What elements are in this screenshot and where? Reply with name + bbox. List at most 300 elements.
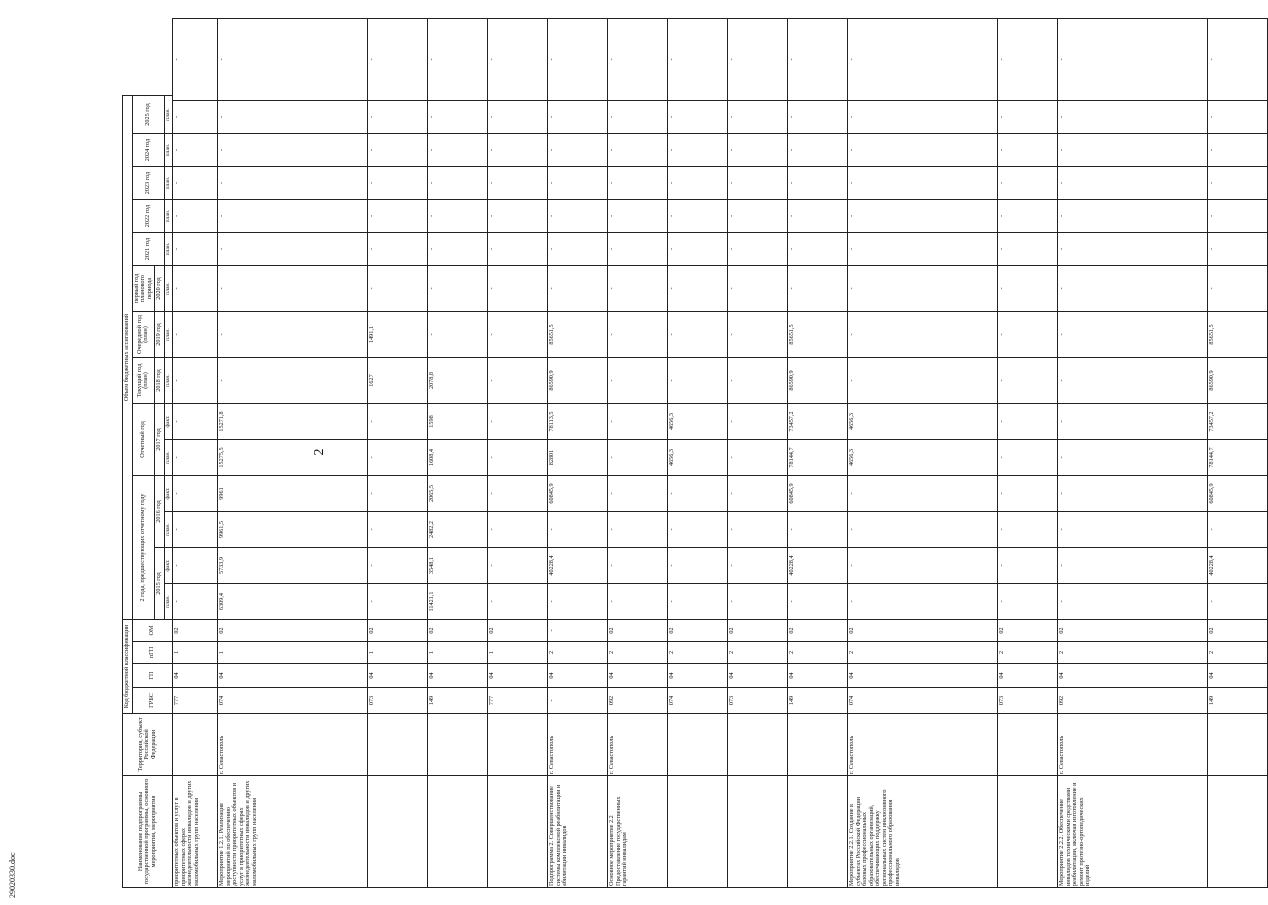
row-value-cell: - bbox=[428, 200, 488, 233]
row-value-cell: - bbox=[173, 548, 218, 584]
row-value-cell: - bbox=[1208, 134, 1268, 167]
header-2024: 2024 год bbox=[132, 134, 164, 167]
row-value-cell: - bbox=[668, 266, 728, 312]
row-value-cell: 86590,9 bbox=[1208, 358, 1268, 404]
row-value-cell: - bbox=[848, 358, 998, 404]
row-grbs-cell: 073 bbox=[728, 688, 788, 714]
row-pgp-cell: 1 bbox=[218, 642, 368, 664]
row-value-cell: 85651,5 bbox=[788, 312, 848, 358]
row-grbs-cell: 073 bbox=[998, 688, 1058, 714]
row-value-cell: - bbox=[488, 404, 548, 440]
row-gp-cell: 04 bbox=[173, 664, 218, 688]
row-grbs-cell: 777 bbox=[173, 688, 218, 714]
row-value-cell: 86590,9 bbox=[548, 358, 608, 404]
header-pgp: пГП bbox=[132, 642, 173, 664]
row-name-cell: Основное мероприятие 2.2 Предоставление государственных гарантий инвалидам bbox=[608, 776, 668, 888]
row-value-cell: - bbox=[173, 476, 218, 512]
row-value-cell: - bbox=[1058, 584, 1208, 620]
row-om-cell: 02 bbox=[218, 620, 368, 642]
row-value-cell: 82801 bbox=[548, 440, 608, 476]
row-value-cell: - bbox=[548, 584, 608, 620]
row-value-cell: - bbox=[608, 358, 668, 404]
row-gp-cell: 04 bbox=[788, 664, 848, 688]
header-plan: план. bbox=[164, 312, 173, 358]
row-gp-cell: 04 bbox=[548, 664, 608, 688]
row-grbs-cell: 074 bbox=[848, 688, 998, 714]
row-value-cell: - bbox=[173, 19, 218, 101]
row-value-cell: - bbox=[668, 134, 728, 167]
row-value-cell: 15275,5 bbox=[218, 440, 368, 476]
row-grbs-cell: 092 bbox=[608, 688, 668, 714]
row-value-cell: - bbox=[488, 200, 548, 233]
row-value-cell: - bbox=[848, 19, 998, 101]
row-value-cell: - bbox=[1058, 134, 1208, 167]
header-2021: 2021 год bbox=[132, 233, 164, 266]
row-value-cell: - bbox=[728, 312, 788, 358]
row-value-cell: - bbox=[548, 134, 608, 167]
row-gp-cell: 04 bbox=[848, 664, 998, 688]
row-gp-cell: 04 bbox=[668, 664, 728, 688]
row-value-cell: - bbox=[728, 19, 788, 101]
table-row bbox=[368, 19, 428, 888]
row-territory-cell bbox=[788, 714, 848, 776]
row-value-cell: - bbox=[998, 476, 1058, 512]
row-value-cell: - bbox=[368, 167, 428, 200]
row-value-cell: - bbox=[173, 101, 218, 134]
row-value-cell: - bbox=[998, 233, 1058, 266]
row-value-cell: - bbox=[788, 233, 848, 266]
header-plan: план. bbox=[164, 266, 173, 312]
header-plan: план. bbox=[164, 200, 173, 233]
row-value-cell: - bbox=[488, 440, 548, 476]
row-value-cell: - bbox=[998, 358, 1058, 404]
row-pgp-cell: 2 bbox=[788, 642, 848, 664]
row-value-cell: - bbox=[728, 200, 788, 233]
row-value-cell: - bbox=[218, 358, 368, 404]
row-value-cell: - bbox=[218, 134, 368, 167]
row-value-cell: - bbox=[368, 440, 428, 476]
row-value-cell: - bbox=[668, 101, 728, 134]
row-value-cell: - bbox=[548, 167, 608, 200]
row-value-cell: 4656,3 bbox=[848, 404, 998, 440]
row-value-cell: 5733,9 bbox=[218, 548, 368, 584]
row-value-cell: - bbox=[368, 584, 428, 620]
row-value-cell: - bbox=[428, 167, 488, 200]
row-value-cell: - bbox=[218, 266, 368, 312]
row-value-cell: - bbox=[848, 101, 998, 134]
row-value-cell: 4656,3 bbox=[848, 440, 998, 476]
row-grbs-cell: 074 bbox=[668, 688, 728, 714]
row-value-cell: - bbox=[608, 101, 668, 134]
row-name-cell bbox=[428, 776, 488, 888]
row-om-cell: 02 bbox=[788, 620, 848, 642]
row-value-cell: - bbox=[608, 266, 668, 312]
header-two-years: 2 года, предшествующих отчетному году bbox=[132, 476, 155, 620]
header-plan: план. bbox=[164, 134, 173, 167]
row-pgp-cell: 1 bbox=[173, 642, 218, 664]
row-value-cell: - bbox=[788, 134, 848, 167]
table-row bbox=[848, 19, 998, 888]
row-value-cell: 78113,5 bbox=[548, 404, 608, 440]
row-gp-cell: 04 bbox=[608, 664, 668, 688]
header-2023: 2023 год bbox=[132, 167, 164, 200]
row-value-cell: - bbox=[668, 200, 728, 233]
row-value-cell: - bbox=[728, 512, 788, 548]
row-grbs-cell: 777 bbox=[488, 688, 548, 714]
row-value-cell: - bbox=[668, 233, 728, 266]
header-report-year: Отчетный год bbox=[132, 404, 155, 476]
row-gp-cell: 04 bbox=[368, 664, 428, 688]
row-value-cell: - bbox=[998, 312, 1058, 358]
row-value-cell: - bbox=[1208, 233, 1268, 266]
row-name-cell bbox=[668, 776, 728, 888]
row-name-cell bbox=[368, 776, 428, 888]
row-value-cell: - bbox=[218, 167, 368, 200]
row-value-cell: 2065,5 bbox=[428, 476, 488, 512]
table-row bbox=[728, 19, 788, 888]
row-value-cell: - bbox=[368, 476, 428, 512]
row-value-cell: - bbox=[848, 512, 998, 548]
row-value-cell: - bbox=[848, 134, 998, 167]
row-value-cell: - bbox=[368, 548, 428, 584]
row-value-cell: - bbox=[788, 266, 848, 312]
header-plan: план. bbox=[164, 358, 173, 404]
row-value-cell: - bbox=[728, 233, 788, 266]
row-value-cell: - bbox=[548, 101, 608, 134]
row-value-cell: - bbox=[1058, 512, 1208, 548]
row-value-cell: - bbox=[848, 312, 998, 358]
header-2025: 2025 год bbox=[132, 95, 164, 133]
row-name-cell: приоритетных объектов и услуг в приоритетных сферах жизнедеятельности инвалидов и других маломобильных групп населения bbox=[173, 776, 218, 888]
row-gp-cell: 04 bbox=[1058, 664, 1208, 688]
row-gp-cell: 04 bbox=[218, 664, 368, 688]
row-value-cell: 40228,4 bbox=[1208, 548, 1268, 584]
row-value-cell: - bbox=[998, 404, 1058, 440]
row-om-cell: 02 bbox=[368, 620, 428, 642]
row-pgp-cell: 2 bbox=[728, 642, 788, 664]
row-value-cell: - bbox=[1058, 440, 1208, 476]
row-value-cell: - bbox=[488, 233, 548, 266]
table-row bbox=[998, 19, 1058, 888]
row-pgp-cell: 1 bbox=[368, 642, 428, 664]
header-grbs: ГРБС bbox=[132, 688, 173, 714]
row-value-cell: 9961 bbox=[218, 476, 368, 512]
row-pgp-cell: 2 bbox=[1058, 642, 1208, 664]
row-value-cell: - bbox=[1208, 101, 1268, 134]
row-value-cell: - bbox=[998, 19, 1058, 101]
row-value-cell: - bbox=[788, 584, 848, 620]
row-value-cell: - bbox=[728, 101, 788, 134]
row-value-cell: 1491,1 bbox=[368, 312, 428, 358]
row-territory-cell bbox=[173, 714, 218, 776]
row-value-cell: - bbox=[488, 358, 548, 404]
row-value-cell: - bbox=[368, 266, 428, 312]
header-first-plan-year: первый год планового периода bbox=[132, 266, 155, 312]
row-value-cell: 85651,5 bbox=[548, 312, 608, 358]
row-value-cell: - bbox=[608, 440, 668, 476]
row-value-cell: - bbox=[173, 266, 218, 312]
row-om-cell: 02 bbox=[173, 620, 218, 642]
row-value-cell: 85651,5 bbox=[1208, 312, 1268, 358]
header-territory: Территория, субъект Российской Федерации bbox=[123, 714, 173, 776]
row-value-cell: - bbox=[1058, 233, 1208, 266]
row-value-cell: - bbox=[173, 358, 218, 404]
row-value-cell: 9961,5 bbox=[218, 512, 368, 548]
row-grbs-cell: 074 bbox=[218, 688, 368, 714]
row-value-cell: - bbox=[368, 19, 428, 101]
row-om-cell: 02 bbox=[1208, 620, 1268, 642]
footer-filename: 29020330.doc bbox=[8, 852, 17, 898]
row-value-cell: - bbox=[728, 167, 788, 200]
row-territory-cell bbox=[998, 714, 1058, 776]
row-grbs-cell: 149 bbox=[1208, 688, 1268, 714]
row-value-cell: - bbox=[668, 312, 728, 358]
row-value-cell: - bbox=[668, 584, 728, 620]
table-row bbox=[788, 19, 848, 888]
header-gp: ГП bbox=[132, 664, 173, 688]
row-om-cell: 02 bbox=[488, 620, 548, 642]
row-value-cell: - bbox=[788, 200, 848, 233]
header-volume: Объем бюджетных ассигнований bbox=[123, 95, 133, 619]
row-value-cell: - bbox=[218, 101, 368, 134]
row-value-cell: - bbox=[608, 134, 668, 167]
row-name-cell bbox=[998, 776, 1058, 888]
row-value-cell: 73457,2 bbox=[788, 404, 848, 440]
row-value-cell: - bbox=[488, 548, 548, 584]
row-value-cell: - bbox=[488, 512, 548, 548]
row-value-cell: - bbox=[173, 167, 218, 200]
row-value-cell: - bbox=[848, 584, 998, 620]
table-row bbox=[1058, 19, 1208, 888]
row-value-cell: 2078,8 bbox=[428, 358, 488, 404]
row-value-cell: - bbox=[173, 312, 218, 358]
row-grbs-cell: 092 bbox=[1058, 688, 1208, 714]
header-plan: план. bbox=[164, 584, 173, 620]
row-value-cell: - bbox=[1208, 584, 1268, 620]
row-value-cell: - bbox=[848, 233, 998, 266]
row-value-cell: - bbox=[488, 19, 548, 101]
row-gp-cell: 04 bbox=[998, 664, 1058, 688]
row-value-cell: - bbox=[608, 312, 668, 358]
row-om-cell: 02 bbox=[728, 620, 788, 642]
row-value-cell: - bbox=[1058, 358, 1208, 404]
row-value-cell: - bbox=[848, 548, 998, 584]
row-value-cell: - bbox=[788, 101, 848, 134]
row-pgp-cell: 2 bbox=[848, 642, 998, 664]
row-value-cell: - bbox=[788, 167, 848, 200]
row-pgp-cell: 2 bbox=[548, 642, 608, 664]
row-value-cell: 2482,2 bbox=[428, 512, 488, 548]
row-value-cell: - bbox=[998, 167, 1058, 200]
row-name-cell: Мероприятие 1.2.1. Реализация мероприятий по обеспечению доступности приоритетных объектов и услуг в приоритетных сферах жизнедеятельности инвалидов и других маломобильных групп населения bbox=[218, 776, 368, 888]
row-value-cell: - bbox=[728, 358, 788, 404]
row-value-cell: - bbox=[548, 266, 608, 312]
header-fact: факт. bbox=[164, 404, 173, 440]
header-plan: план. bbox=[164, 440, 173, 476]
row-value-cell: - bbox=[218, 233, 368, 266]
row-value-cell: - bbox=[488, 476, 548, 512]
row-gp-cell: 04 bbox=[488, 664, 548, 688]
row-value-cell: - bbox=[173, 440, 218, 476]
row-om-cell: 02 bbox=[668, 620, 728, 642]
row-value-cell: - bbox=[728, 440, 788, 476]
header-next-year: Очередной год (план) bbox=[132, 312, 155, 358]
row-value-cell: - bbox=[998, 584, 1058, 620]
row-value-cell: - bbox=[668, 358, 728, 404]
row-value-cell: - bbox=[218, 312, 368, 358]
row-value-cell: - bbox=[608, 167, 668, 200]
row-value-cell: 1608,4 bbox=[428, 440, 488, 476]
header-2016: 2016 год bbox=[155, 476, 165, 548]
row-om-cell: 02 bbox=[428, 620, 488, 642]
row-value-cell: - bbox=[1208, 167, 1268, 200]
row-value-cell: 15271,8 bbox=[218, 404, 368, 440]
table-row bbox=[218, 19, 368, 888]
header-fact: факт. bbox=[164, 548, 173, 584]
row-value-cell: - bbox=[608, 548, 668, 584]
row-value-cell: - bbox=[608, 200, 668, 233]
row-value-cell: - bbox=[173, 512, 218, 548]
row-value-cell: - bbox=[488, 312, 548, 358]
row-value-cell: - bbox=[728, 548, 788, 584]
row-om-cell: 02 bbox=[1058, 620, 1208, 642]
row-value-cell: 78144,7 bbox=[1208, 440, 1268, 476]
header-fact: факт. bbox=[164, 476, 173, 512]
row-value-cell: - bbox=[998, 266, 1058, 312]
row-territory-cell bbox=[728, 714, 788, 776]
table-row bbox=[608, 19, 668, 888]
row-value-cell: - bbox=[668, 167, 728, 200]
row-value-cell: - bbox=[1208, 19, 1268, 101]
row-value-cell: - bbox=[608, 512, 668, 548]
row-value-cell: - bbox=[1208, 512, 1268, 548]
row-value-cell: 40228,4 bbox=[548, 548, 608, 584]
row-territory-cell: г. Севастополь bbox=[548, 714, 608, 776]
row-pgp-cell: 1 bbox=[488, 642, 548, 664]
row-value-cell: - bbox=[848, 167, 998, 200]
row-value-cell: - bbox=[728, 476, 788, 512]
row-name-cell bbox=[1208, 776, 1268, 888]
row-value-cell: - bbox=[728, 266, 788, 312]
row-value-cell: - bbox=[173, 404, 218, 440]
header-2017: 2017 год bbox=[155, 404, 165, 476]
row-value-cell: - bbox=[428, 134, 488, 167]
row-value-cell: 40228,4 bbox=[788, 548, 848, 584]
header-name: Наименование подпрограммы государственной программы, основного мероприятия, мероприятия bbox=[123, 776, 173, 888]
row-value-cell: - bbox=[1208, 266, 1268, 312]
row-value-cell: - bbox=[548, 512, 608, 548]
row-value-cell: 73457,2 bbox=[1208, 404, 1268, 440]
row-value-cell: - bbox=[368, 134, 428, 167]
header-2019: 2019 год bbox=[155, 312, 165, 358]
row-value-cell: - bbox=[788, 19, 848, 101]
row-value-cell: - bbox=[1058, 312, 1208, 358]
row-value-cell: - bbox=[488, 167, 548, 200]
header-om: ОМ bbox=[132, 620, 173, 642]
row-value-cell: - bbox=[1058, 548, 1208, 584]
header-plan: план. bbox=[164, 233, 173, 266]
row-value-cell: 11421,1 bbox=[428, 584, 488, 620]
row-territory-cell: г. Севастополь bbox=[218, 714, 368, 776]
row-grbs-cell: 149 bbox=[428, 688, 488, 714]
row-value-cell: - bbox=[1058, 101, 1208, 134]
row-pgp-cell: 2 bbox=[1208, 642, 1268, 664]
header-plan: план. bbox=[164, 167, 173, 200]
row-value-cell: - bbox=[548, 19, 608, 101]
header-plan: план. bbox=[164, 512, 173, 548]
header-plan: план. bbox=[164, 95, 173, 133]
header-current-year: Текущий год (план) bbox=[132, 358, 155, 404]
row-value-cell: - bbox=[368, 101, 428, 134]
row-value-cell: - bbox=[428, 266, 488, 312]
row-value-cell: - bbox=[998, 440, 1058, 476]
row-value-cell: - bbox=[608, 476, 668, 512]
row-value-cell: - bbox=[1058, 167, 1208, 200]
row-value-cell: - bbox=[668, 548, 728, 584]
row-value-cell: 6309,4 bbox=[218, 584, 368, 620]
table-row bbox=[488, 19, 548, 888]
row-value-cell: - bbox=[173, 584, 218, 620]
row-value-cell: - bbox=[428, 233, 488, 266]
row-value-cell: 60845,9 bbox=[788, 476, 848, 512]
row-value-cell: - bbox=[998, 200, 1058, 233]
row-om-cell: 02 bbox=[848, 620, 998, 642]
row-value-cell: - bbox=[728, 134, 788, 167]
row-pgp-cell: 1 bbox=[428, 642, 488, 664]
table-row bbox=[1208, 19, 1268, 888]
page-number: 2 bbox=[312, 448, 327, 456]
row-grbs-cell: 073 bbox=[368, 688, 428, 714]
row-value-cell: - bbox=[218, 19, 368, 101]
row-value-cell: 78144,7 bbox=[788, 440, 848, 476]
row-value-cell: - bbox=[428, 19, 488, 101]
row-value-cell: - bbox=[548, 233, 608, 266]
row-name-cell bbox=[488, 776, 548, 888]
header-2018: 2018 год bbox=[155, 358, 165, 404]
row-value-cell: - bbox=[368, 404, 428, 440]
row-value-cell: - bbox=[428, 312, 488, 358]
budget-table bbox=[122, 18, 1268, 888]
row-value-cell: - bbox=[998, 548, 1058, 584]
budget-table-container bbox=[122, 18, 1216, 888]
row-gp-cell: 04 bbox=[1208, 664, 1268, 688]
row-name-cell: Мероприятие 2.2.1. Создание в субъектах Российской Федерации базовых профессиональных образовательных организаций, обеспечивающих поддержку региональных систем инклюзивного профессионального образования инвалидов bbox=[848, 776, 998, 888]
row-name-cell: Подпрограмма 2. Совершенствование системы комплексной реабилитации и абилитации инвалидов bbox=[548, 776, 608, 888]
row-value-cell: 1627 bbox=[368, 358, 428, 404]
row-value-cell: - bbox=[368, 233, 428, 266]
row-grbs-cell: - bbox=[548, 688, 608, 714]
row-value-cell: - bbox=[1058, 404, 1208, 440]
row-value-cell: - bbox=[728, 404, 788, 440]
row-name-cell bbox=[788, 776, 848, 888]
row-territory-cell bbox=[428, 714, 488, 776]
row-value-cell: 1598 bbox=[428, 404, 488, 440]
row-value-cell: - bbox=[173, 233, 218, 266]
row-value-cell: - bbox=[488, 266, 548, 312]
header-2015: 2015 год bbox=[155, 548, 165, 620]
row-value-cell: 4656,3 bbox=[668, 440, 728, 476]
row-territory-cell bbox=[368, 714, 428, 776]
row-value-cell: - bbox=[608, 19, 668, 101]
row-om-cell: 02 bbox=[998, 620, 1058, 642]
row-value-cell: - bbox=[998, 512, 1058, 548]
row-value-cell: - bbox=[1058, 476, 1208, 512]
table-row bbox=[548, 19, 608, 888]
row-value-cell: - bbox=[668, 19, 728, 101]
row-value-cell: - bbox=[488, 134, 548, 167]
row-value-cell: - bbox=[488, 101, 548, 134]
row-value-cell: - bbox=[368, 512, 428, 548]
